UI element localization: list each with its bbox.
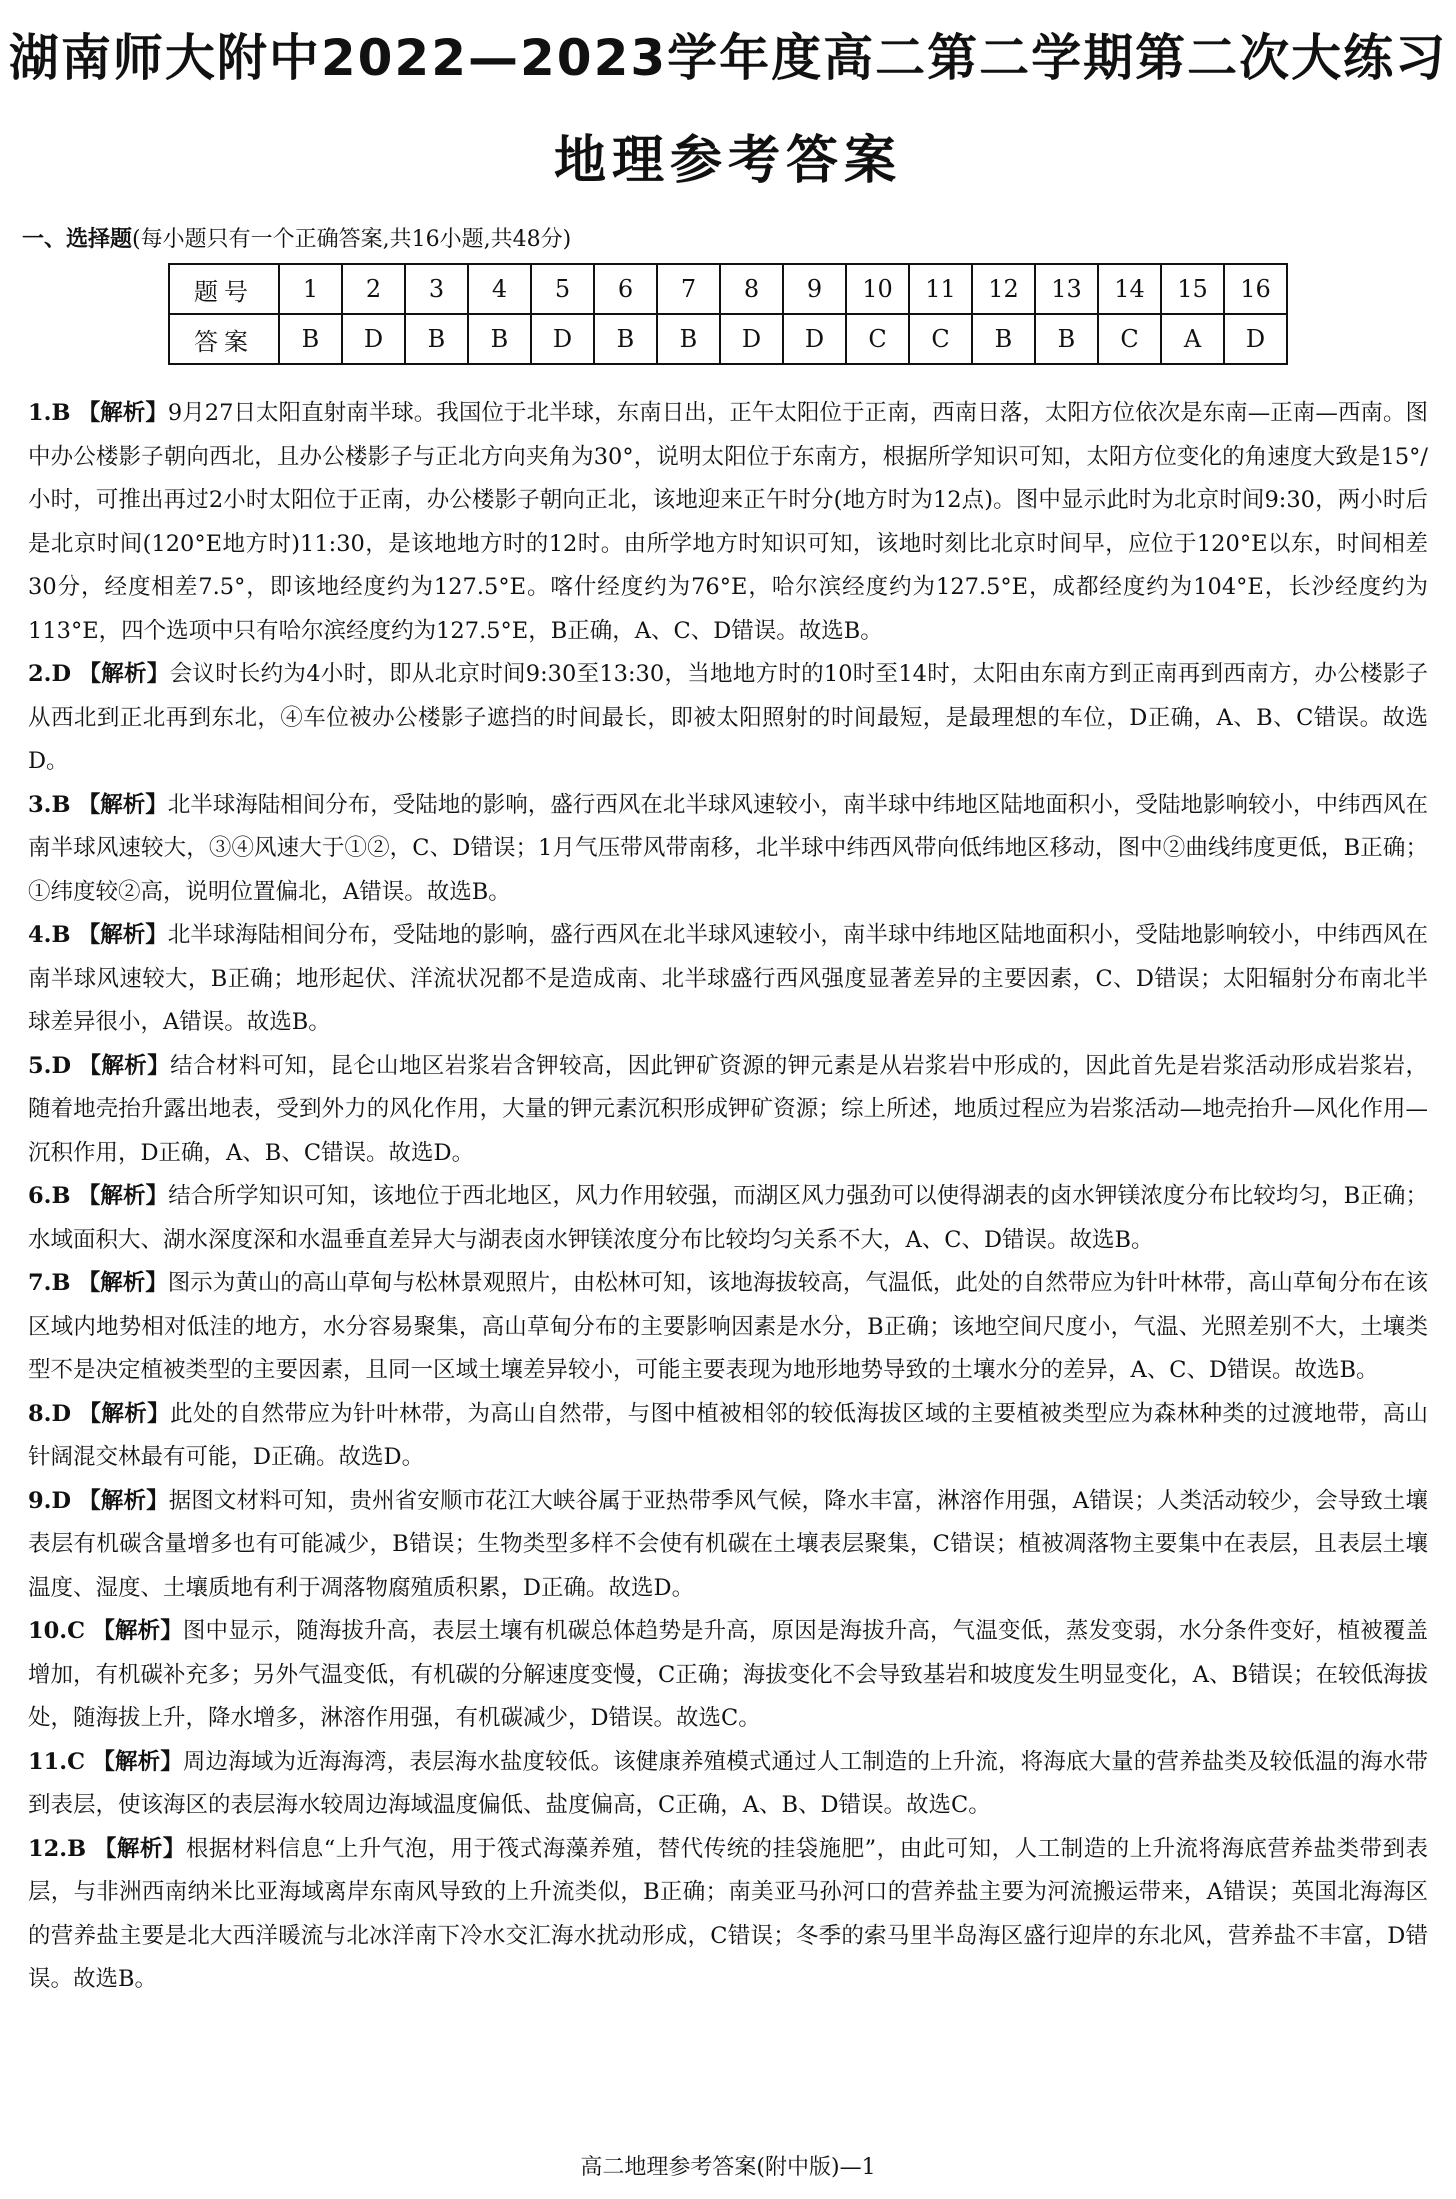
question-number-cell: 5	[531, 264, 594, 314]
item-tag: 【解析】	[93, 1835, 186, 1862]
item-tag: 【解析】	[77, 400, 168, 426]
question-number-cell: 8	[720, 264, 783, 314]
item-tag: 【解析】	[92, 1748, 183, 1775]
question-number-cell: 10	[846, 264, 909, 314]
item-number: 12.B	[28, 1835, 87, 1862]
question-number-cell: 14	[1098, 264, 1161, 314]
section-note: (每小题只有一个正确答案,共16小题,共48分)	[132, 227, 572, 252]
answer-cell: C	[846, 314, 909, 364]
answer-cell: B	[1035, 314, 1098, 364]
item-text: 根据材料信息“上升气泡，用于筏式海藻养殖，替代传统的挂袋施肥”，由此可知，人工制造的上升流将海底营养盐类带到表层，与非洲西南纳米比亚海域离岸东南风导致的上升流类似，B正确；南美亚马孙河口的营养盐主要为河流搬运带来，A错误；英国北海海区的营养盐主要是北大西洋暖流与北冰洋南下冷水交汇海水扰动形成，C错误；冬季的索马里半岛海区盛行迎岸的东北风，营养盐不丰富，D错误。故选B。	[28, 1835, 1428, 1992]
explanation-item	[28, 1175, 1428, 1262]
explanation-item	[28, 914, 1428, 1045]
item-text: 结合材料可知，昆仑山地区岩浆岩含钾较高，因此钾矿资源的钾元素是从岩浆岩中形成的，因此首先是岩浆活动形成岩浆岩，随着地壳抬升露出地表，受到外力的风化作用，大量的钾元素沉积形成钾矿资源；综上所述，地质过程应为岩浆活动—地壳抬升—风化作用—沉积作用，D正确，A、B、C错误。故选D。	[28, 1052, 1428, 1166]
answer-table-row-answers	[169, 314, 1287, 364]
answer-cell: B	[468, 314, 531, 364]
question-number-cell: 2	[342, 264, 405, 314]
item-text: 周边海域为近海海湾，表层海水盐度较低。该健康养殖模式通过人工制造的上升流，将海底大量的营养盐类及较低温的海水带到表层，使该海区的表层海水较周边海域温度偏低、盐度偏高，C正确，A、B、D错误。故选C。	[28, 1748, 1428, 1818]
explanation-item	[28, 1610, 1428, 1741]
question-number-cell: 11	[909, 264, 972, 314]
item-tag: 【解析】	[92, 1618, 183, 1644]
item-text: 9月27日太阳直射南半球。我国位于北半球，东南日出，正午太阳位于正南，西南日落，太阳方位依次是东南—正南—西南。图中办公楼影子朝向西北，且办公楼影子与正北方向夹角为30°，说明太阳位于东南方，根据所学知识可知，太阳方位变化的角速度大致是15°/小时，可推出再过2小时太阳位于正南，办公楼影子朝向正北，该地迎来正午时分(地方时为12点)。图中显示此时为北京时间9:30，两小时后是北京时间(120°E地方时)11:30，是该地地方时的12时。由所学地方时知识可知，该地时刻比北京时间早，应位于120°E以东，时间相差30分，经度相差7.5°，即该地经度约为127.5°E。喀什经度约为76°E，哈尔滨经度约为127.5°E，成都经度约为104°E，长沙经度约为113°E，四个选项中只有哈尔滨经度约为127.5°E，B正确，A、C、D错误。故选B。	[28, 400, 1429, 644]
item-text: 图中显示，随海拔升高，表层土壤有机碳总体趋势是升高，原因是海拔升高，气温变低，蒸发变弱，水分条件变好，植被覆盖增加，有机碳补充多；另外气温变低，有机碳的分解速度变慢，C正确；海拔变化不会导致基岩和坡度发生明显变化，A、B错误；在较低海拔处，随海拔上升，降水增多，淋溶作用强，有机碳减少，D错误。故选C。	[28, 1618, 1429, 1731]
question-number-cell: 1	[279, 264, 342, 314]
answer-cell: C	[909, 314, 972, 364]
page-footer: 高二地理参考答案(附中版)—1	[580, 2155, 876, 2180]
answer-cell: B	[657, 314, 720, 364]
item-number: 5.D	[28, 1052, 72, 1079]
answer-cell: D	[342, 314, 405, 364]
question-number-cell: 6	[594, 264, 657, 314]
answer-table-header-answer: 答案	[169, 314, 279, 364]
item-number: 4.B	[28, 922, 71, 948]
item-tag: 【解析】	[78, 1052, 171, 1079]
answer-cell: B	[594, 314, 657, 364]
explanation-list	[28, 392, 1428, 2002]
answer-table-row-numbers	[169, 264, 1287, 314]
answer-table	[168, 263, 1288, 365]
document-subtitle: 地理参考答案	[553, 131, 902, 191]
answer-table-header-number: 题号	[169, 264, 279, 314]
item-number: 8.D	[28, 1400, 72, 1427]
item-number: 3.B	[28, 791, 71, 818]
explanation-item	[28, 1828, 1428, 2002]
item-text: 北半球海陆相间分布，受陆地的影响，盛行西风在北半球风速较小，南半球中纬地区陆地面积小，受陆地影响较小，中纬西风在南半球风速较大，B正确；地形起伏、洋流状况都不是造成南、北半球盛行西风强度显著差异的主要因素，C、D错误；太阳辐射分布南北半球差异很小，A错误。故选B。	[28, 922, 1428, 1035]
question-number-cell: 13	[1035, 264, 1098, 314]
item-tag: 【解析】	[77, 791, 168, 818]
item-text: 据图文材料可知，贵州省安顺市花江大峡谷属于亚热带季风气候，降水丰富，淋溶作用强，A错误；人类活动较少，会导致土壤表层有机碳含量增多也有可能减少，B错误；生物类型多样不会使有机碳在土壤表层聚集，C错误；植被凋落物主要集中在表层，且表层土壤温度、湿度、土壤质地有利于凋落物腐殖质积累，D正确。故选D。	[28, 1487, 1428, 1601]
question-number-cell: 9	[783, 264, 846, 314]
question-number-cell: 3	[405, 264, 468, 314]
question-number-cell: 4	[468, 264, 531, 314]
answer-cell: D	[783, 314, 846, 364]
explanation-item	[28, 653, 1428, 784]
answer-cell: A	[1161, 314, 1224, 364]
explanation-item	[28, 1262, 1428, 1393]
explanation-item	[28, 1741, 1428, 1828]
item-tag: 【解析】	[78, 1400, 171, 1427]
item-tag: 【解析】	[77, 1270, 168, 1296]
item-text: 结合所学知识可知，该地位于西北地区，风力作用较强，而湖区风力强劲可以使得湖表的卤水钾镁浓度分布比较均匀，B正确；水域面积大、湖水深度深和水温垂直差异大与湖表卤水钾镁浓度分布比较均匀关系不大，A、C、D错误。故选B。	[28, 1183, 1428, 1253]
question-number-cell: 15	[1161, 264, 1224, 314]
answer-cell: D	[1224, 314, 1287, 364]
item-text: 此处的自然带应为针叶林带，为高山自然带，与图中植被相邻的较低海拔区域的主要植被类型应为森林种类的过渡地带，高山针阔混交林最有可能，D正确。故选D。	[28, 1400, 1428, 1470]
answer-cell: D	[720, 314, 783, 364]
explanation-item	[28, 392, 1428, 653]
item-tag: 【解析】	[78, 661, 170, 687]
answer-cell: B	[279, 314, 342, 364]
item-number: 1.B	[28, 400, 71, 426]
answer-cell: C	[1098, 314, 1161, 364]
item-number: 11.C	[28, 1748, 86, 1775]
item-tag: 【解析】	[77, 922, 168, 948]
question-number-cell: 12	[972, 264, 1035, 314]
item-text: 图示为黄山的高山草甸与松林景观照片，由松林可知，该地海拔较高，气温低，此处的自然带应为针叶林带，高山草甸分布在该区域内地势相对低洼的地方，水分容易聚集，高山草甸分布的主要影响因素是水分，B正确；该地空间尺度小，气温、光照差别不大，土壤类型不是决定植被类型的主要因素，且同一区域土壤差异较小，可能主要表现为地形地势导致的土壤水分的差异，A、C、D错误。故选B。	[28, 1270, 1428, 1383]
question-number-cell: 7	[657, 264, 720, 314]
question-number-cell: 16	[1224, 264, 1287, 314]
item-tag: 【解析】	[78, 1487, 169, 1514]
item-number: 6.B	[28, 1183, 71, 1209]
item-number: 2.D	[28, 661, 72, 687]
item-text: 会议时长约为4小时，即从北京时间9:30至13:30，当地地方时的10时至14时，太阳由东南方到正南再到西南方，办公楼影子从西北到正北再到东北，④车位被办公楼影子遮挡的时间最长，即被太阳照射的时间最短，是最理想的车位，D正确，A、B、C错误。故选D。	[28, 661, 1428, 774]
item-number: 9.D	[28, 1487, 72, 1514]
answer-cell: D	[531, 314, 594, 364]
explanation-item	[28, 1480, 1428, 1611]
item-text: 北半球海陆相间分布，受陆地的影响，盛行西风在北半球风速较小，南半球中纬地区陆地面积小，受陆地影响较小，中纬西风在南半球风速较大，③④风速大于①②，C、D错误；1月气压带风带南移，北半球中纬西风带向低纬地区移动，图中②曲线纬度更低，B正确；①纬度较②高，说明位置偏北，A错误。故选B。	[28, 791, 1428, 905]
explanation-item	[28, 784, 1428, 915]
section-heading-text: 一、选择题	[22, 226, 133, 252]
explanation-item	[28, 1393, 1428, 1480]
item-number: 7.B	[28, 1270, 71, 1296]
answer-cell: B	[405, 314, 468, 364]
answer-cell: B	[972, 314, 1035, 364]
document-title: 湖南师大附中2022—2023学年度高二第二学期第二次大练习	[8, 29, 1448, 87]
section-heading	[22, 222, 571, 253]
explanation-item	[28, 1045, 1428, 1176]
item-tag: 【解析】	[77, 1183, 169, 1209]
item-number: 10.C	[28, 1618, 86, 1644]
